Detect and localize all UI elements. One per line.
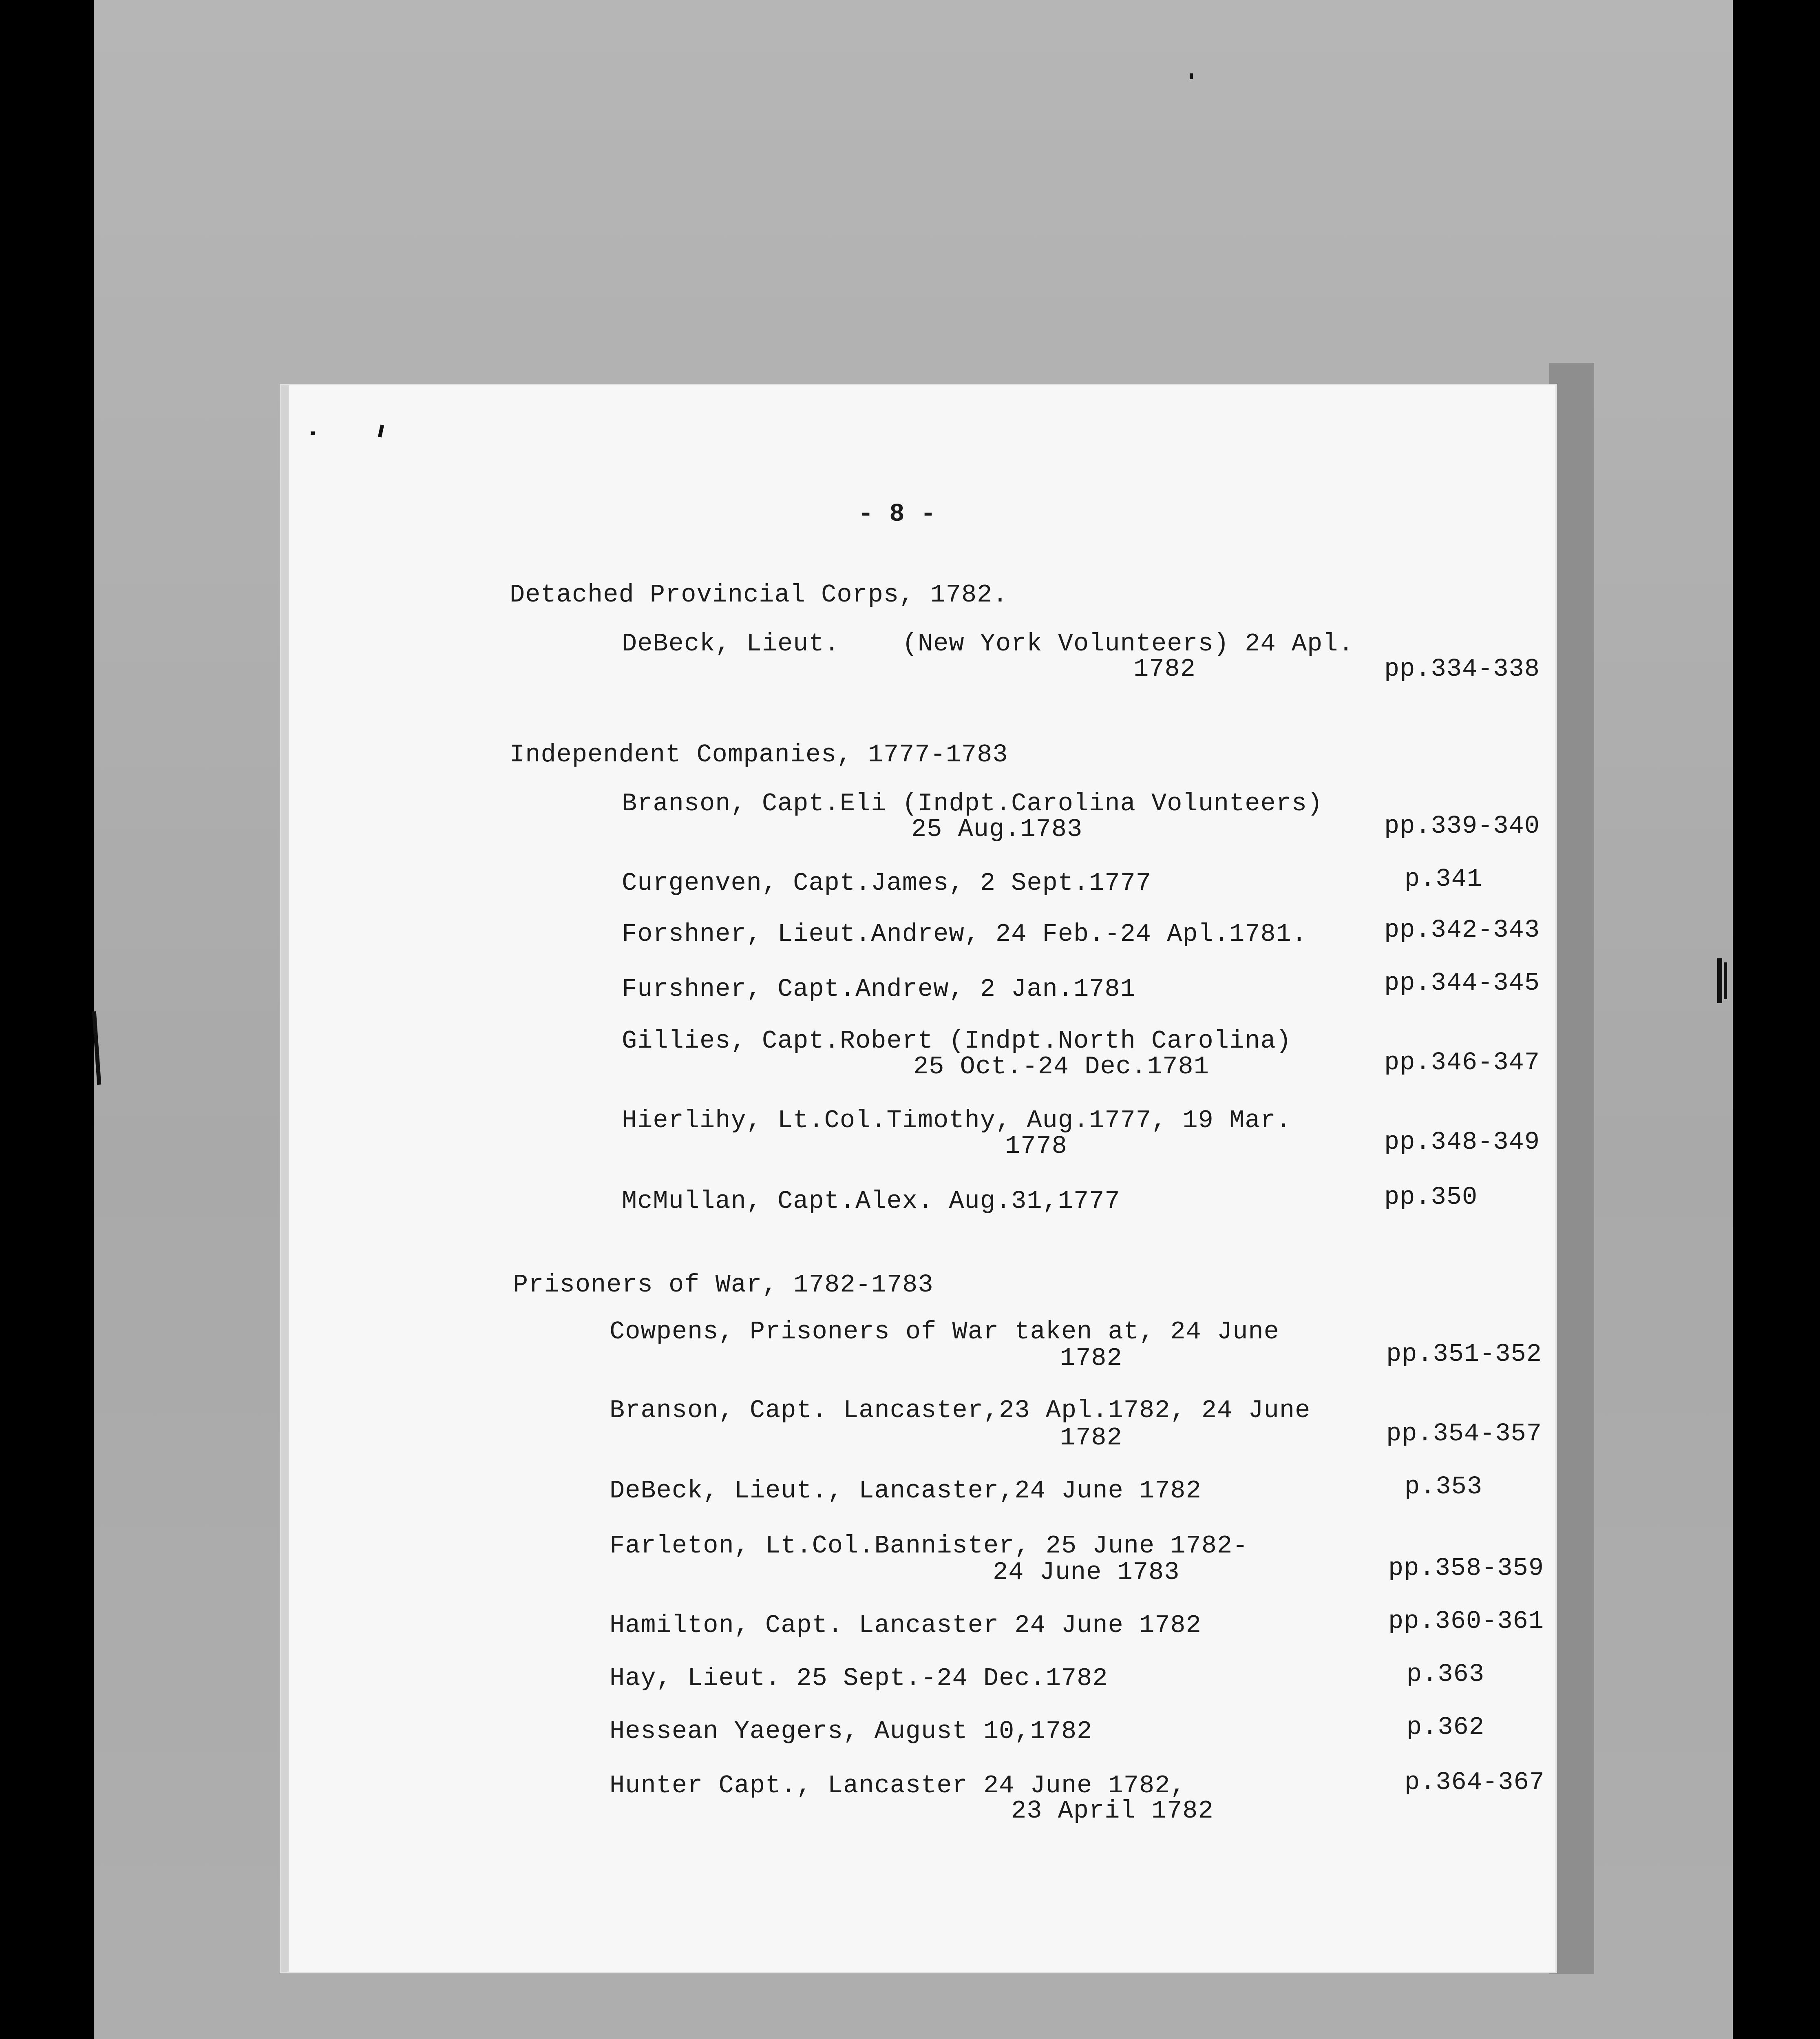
entry-pages: p.353 <box>1405 1472 1483 1501</box>
entry-pages: p.341 <box>1405 865 1483 893</box>
entry-pages: pp.354-357 <box>1386 1419 1542 1448</box>
entry-pages: p.363 <box>1407 1660 1485 1689</box>
entry-pages: p.362 <box>1407 1713 1485 1742</box>
entry-line1: Cowpens, Prisoners of War taken at, 24 June <box>610 1317 1279 1346</box>
entry-pages: pp.358-359 <box>1388 1554 1544 1583</box>
entry-pages: pp.344-345 <box>1384 969 1540 997</box>
entry-line1: Branson, Capt. Lancaster,23 Apl.1782, 24 June <box>610 1396 1311 1425</box>
entry-pages: pp.346-347 <box>1384 1048 1540 1077</box>
section-heading: Independent Companies, 1777-1783 <box>510 740 1008 769</box>
section-heading: Prisoners of War, 1782-1783 <box>513 1270 934 1299</box>
section-heading: Detached Provincial Corps, 1782. <box>510 580 1008 609</box>
entry-line2: 1782 <box>1060 1344 1122 1373</box>
entry-pages: p.364-367 <box>1405 1768 1545 1797</box>
entry-line1: Hamilton, Capt. Lancaster 24 June 1782 <box>610 1611 1202 1640</box>
page-number: - 8 - <box>858 500 937 529</box>
entry-line2: 1778 <box>1005 1132 1067 1161</box>
speck-3 <box>1190 73 1193 79</box>
entry-line1: Branson, Capt.Eli (Indpt.Carolina Volunteers) <box>622 789 1323 818</box>
entry-pages: pp.350 <box>1384 1183 1478 1212</box>
entry-line1: Gillies, Capt.Robert (Indpt.North Carolina) <box>622 1026 1292 1055</box>
entry-pages: pp.339-340 <box>1384 812 1540 840</box>
entry-line1: Hunter Capt., Lancaster 24 June 1782, <box>610 1771 1186 1800</box>
entry-line2: 1782 <box>1133 655 1196 683</box>
entry-line1: Forshner, Lieut.Andrew, 24 Feb.-24 Apl.1781. <box>622 920 1308 949</box>
entry-line1: McMullan, Capt.Alex. Aug.31,1777 <box>622 1187 1120 1216</box>
sheet-edge <box>281 385 289 1972</box>
entry-pages: pp.342-343 <box>1384 916 1540 944</box>
entry-line1: Furshner, Capt.Andrew, 2 Jan.1781 <box>622 975 1136 1004</box>
entry-line1: Curgenven, Capt.James, 2 Sept.1777 <box>622 869 1152 898</box>
entry-line1: DeBeck, Lieut., Lancaster,24 June 1782 <box>610 1476 1202 1505</box>
entry-line1: Hierlihy, Lt.Col.Timothy, Aug.1777, 19 Mar. <box>622 1106 1292 1135</box>
entry-pages: pp.360-361 <box>1388 1607 1544 1636</box>
entry-line2: 25 Oct.-24 Dec.1781 <box>913 1052 1209 1081</box>
entry-line2: 1782 <box>1060 1423 1122 1452</box>
entry-line2: 23 April 1782 <box>1011 1796 1214 1825</box>
entry-pages: pp.351-352 <box>1386 1340 1542 1369</box>
film-scratch-right-2 <box>1724 962 1727 999</box>
entry-line1: Hay, Lieut. 25 Sept.-24 Dec.1782 <box>610 1664 1108 1693</box>
film-scratch-right <box>1717 958 1722 1003</box>
entry-line1: DeBeck, Lieut. (New York Volunteers) 24 Apl. <box>622 629 1354 658</box>
entry-pages: pp.334-338 <box>1384 655 1540 683</box>
entry-pages: pp.348-349 <box>1384 1128 1540 1157</box>
speck-1 <box>311 431 315 435</box>
entry-line2: 24 June 1783 <box>993 1558 1180 1587</box>
entry-line1: Hessean Yaegers, August 10,1782 <box>610 1717 1093 1746</box>
entry-line2: 25 Aug.1783 <box>911 815 1083 844</box>
sheet-shadow <box>1549 363 1594 1974</box>
entry-line1: Farleton, Lt.Col.Bannister, 25 June 1782- <box>610 1531 1248 1560</box>
